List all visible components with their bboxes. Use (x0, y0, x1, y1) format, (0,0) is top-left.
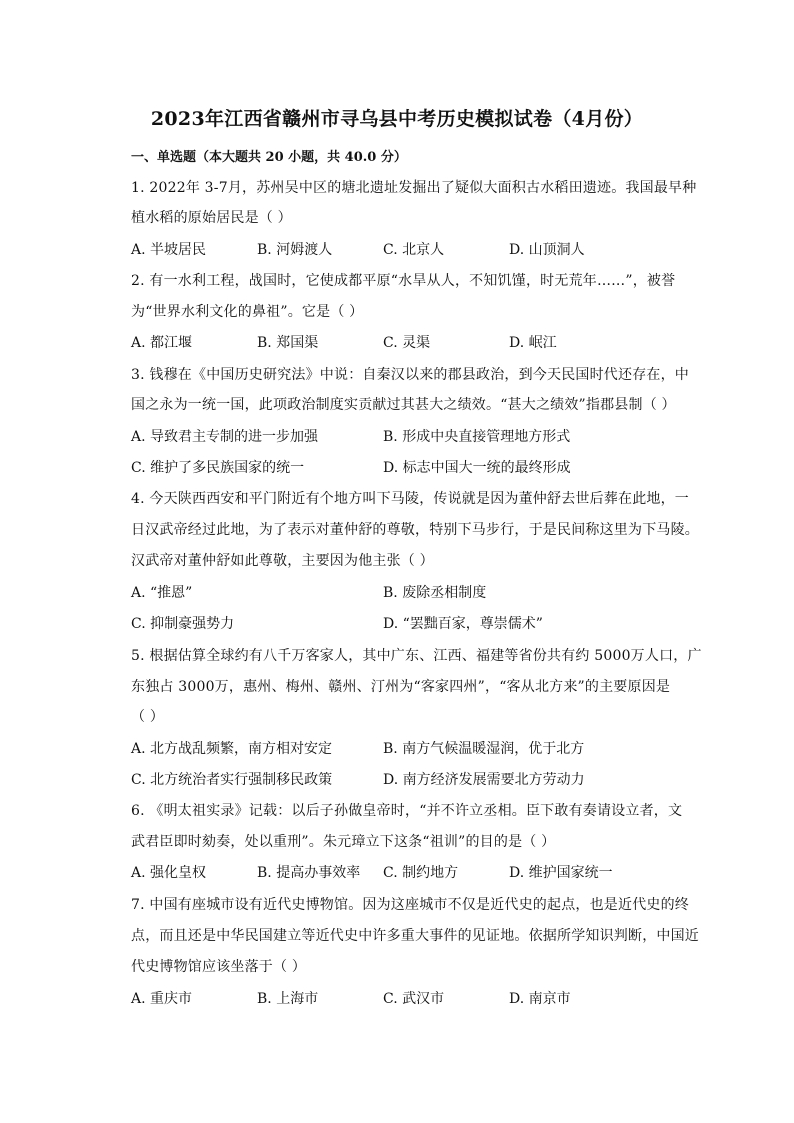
q6-option-c: C. 制约地方 (383, 865, 459, 881)
q3-option-c: C. 维护了多民族国家的统一 (131, 460, 305, 476)
q2-option-d: D. 岷江 (509, 335, 557, 351)
page-title: 2023年江西省赣州市寻乌县中考历史模拟试卷（4月份） (150, 108, 644, 130)
q4-option-d: D. “罢黜百家，尊崇儒术” (383, 616, 543, 632)
q6-option-b: B. 提高办事效率 (257, 865, 361, 881)
question-3-line-1: 3. 钱穆在《中国历史研究法》中说：自秦汉以来的郡县政治，到今天民国时代还存在，中 (131, 367, 690, 383)
question-2-line-2: 为“世界水利文化的鼻祖”。它是（ ） (131, 304, 364, 320)
question-4-line-2: 日汉武帝经过此地，为了表示对董仲舒的尊敬，特别下马步行，于是民间称这里为下马陵。 (131, 522, 699, 538)
question-4-line-3: 汉武帝对董仲舒如此尊敬，主要因为他主张（ ） (131, 553, 434, 569)
question-2-line-1: 2. 有一水利工程，战国时，它使成都平原“水旱从人，不知饥馑，时无荒年……”，被誉 (131, 273, 676, 289)
question-7-line-1: 7. 中国有座城市设有近代史博物馆。因为这座城市不仅是近代史的起点，也是近代史的终 (131, 897, 690, 913)
q1-option-d: D. 山顶洞人 (509, 242, 585, 258)
q4-option-c: C. 抑制豪强势力 (131, 616, 235, 632)
question-5-line-1: 5. 根据估算全球约有八千万客家人，其中广东、江西、福建等省份共有约 5000万人口，广 (131, 648, 702, 664)
q3-option-b: B. 形成中央直接管理地方形式 (383, 429, 571, 445)
q5-option-a: A. 北方战乱频繁，南方相对安定 (131, 741, 333, 757)
question-6-line-2: 武君臣即时劾奏，处以重刑”。朱元璋立下这条“祖训”的目的是（ ） (131, 834, 556, 850)
q4-option-a: A. “推恩” (131, 585, 193, 601)
q3-option-d: D. 标志中国大一统的最终形成 (383, 460, 571, 476)
question-6-line-1: 6. 《明太祖实录》记载：以后子孙做皇帝时，“并不许立丞相。臣下敢有奏请设立者，文 (131, 803, 683, 819)
q2-option-a: A. 都江堰 (131, 335, 193, 351)
q7-option-d: D. 南京市 (509, 991, 571, 1007)
q5-option-c: C. 北方统治者实行强制移民政策 (131, 772, 333, 788)
q5-option-b: B. 南方气候温暖湿润，优于北方 (383, 741, 585, 757)
question-5-line-3: （ ） (131, 709, 165, 725)
q1-option-b: B. 河姆渡人 (257, 242, 333, 258)
q7-option-c: C. 武汉市 (383, 991, 445, 1007)
section-header: 一、单选题（本大题共 20 小题，共 40.0 分） (131, 150, 407, 165)
q2-option-b: B. 郑国渠 (257, 335, 319, 351)
question-1-line-2: 植水稻的原始居民是（ ） (131, 210, 292, 226)
question-3-line-2: 国之永为一统一国，此项政治制度实贡献过其甚大之绩效。“甚大之绩效”指郡县制（ ） (131, 397, 676, 413)
question-1-line-1: 1. 2022年 3-7月，苏州吴中区的塘北遗址发掘出了疑似大面积古水稻田遗迹。我国最早种 (131, 180, 697, 196)
question-7-line-3: 代史博物馆应该坐落于（ ） (131, 959, 307, 975)
q4-option-b: B. 废除丞相制度 (383, 585, 487, 601)
question-4-line-1: 4. 今天陕西西安和平门附近有个地方叫下马陵，传说就是因为董仲舒去世后葬在此地，一 (131, 491, 690, 507)
q1-option-a: A. 半坡居民 (131, 242, 207, 258)
q5-option-d: D. 南方经济发展需要北方劳动力 (383, 772, 585, 788)
q6-option-a: A. 强化皇权 (131, 865, 207, 881)
question-7-line-2: 点，而且还是中华民国建立等近代史中许多重大事件的见证地。依据所学知识判断，中国近 (131, 928, 699, 944)
question-5-line-2: 东独占 3000万，惠州、梅州、赣州、汀州为“客家四州”，“客从北方来”的主要原因是 (131, 679, 671, 695)
q7-option-b: B. 上海市 (257, 991, 319, 1007)
q1-option-c: C. 北京人 (383, 242, 445, 258)
q3-option-a: A. 导致君主专制的进一步加强 (131, 429, 319, 445)
q7-option-a: A. 重庆市 (131, 991, 193, 1007)
q2-option-c: C. 灵渠 (383, 335, 431, 351)
q6-option-d: D. 维护国家统一 (509, 865, 613, 881)
